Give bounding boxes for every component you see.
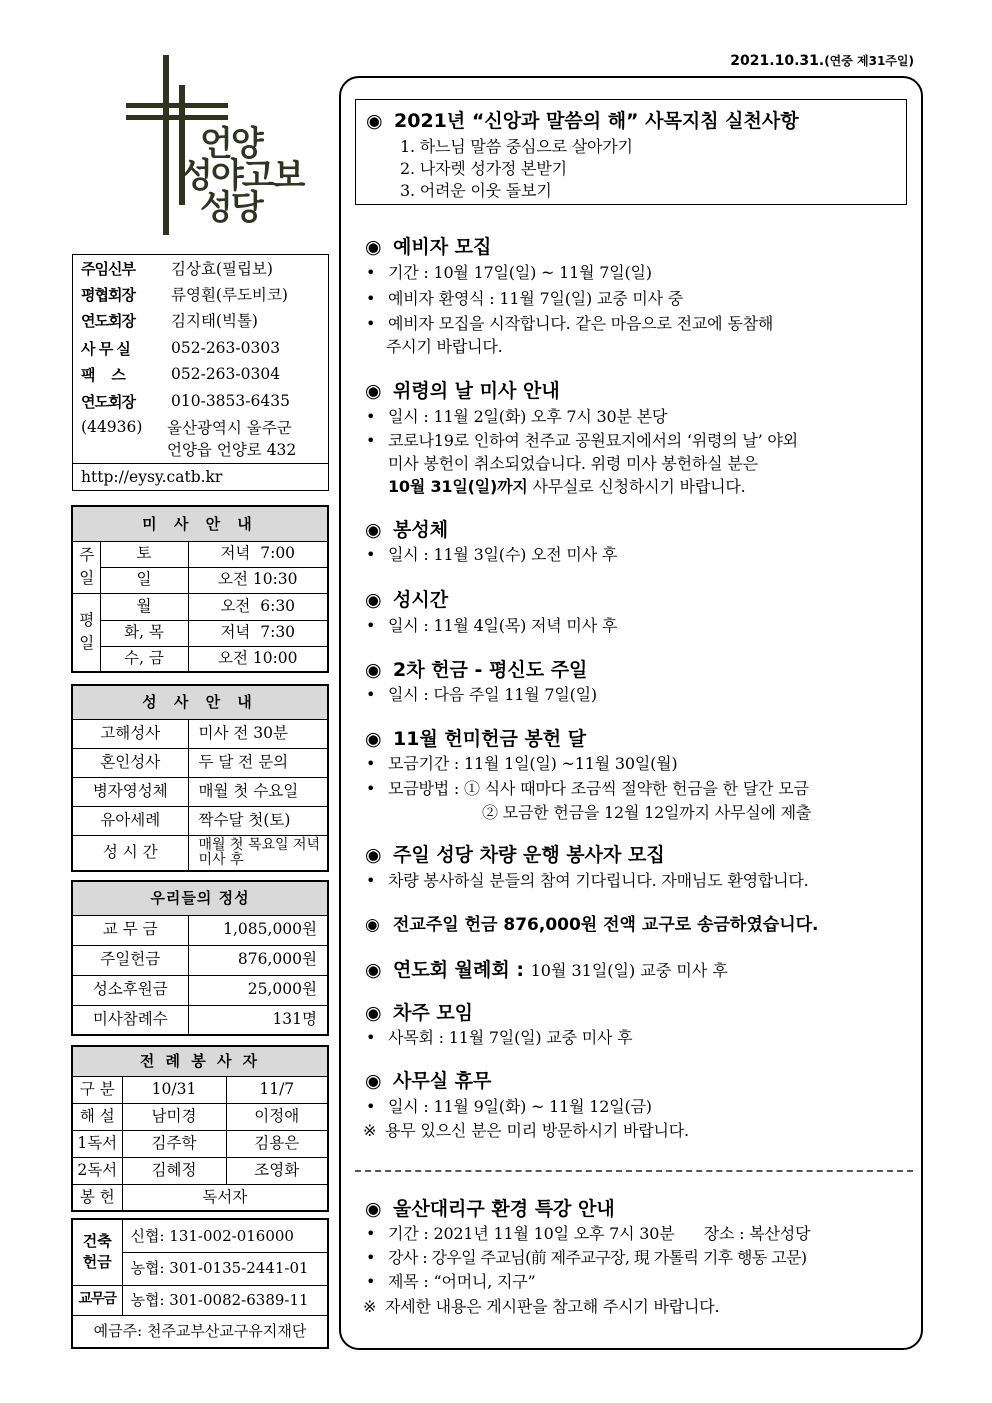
section-line bbox=[366, 751, 677, 774]
sacrament-name: 유아세례 bbox=[72, 806, 188, 835]
server-role: 2독서 bbox=[72, 1157, 122, 1184]
bullet-icon: • bbox=[366, 431, 376, 450]
bullet-icon: • bbox=[366, 407, 376, 426]
bullet-icon: • bbox=[366, 685, 376, 704]
section-divider bbox=[355, 1170, 913, 1172]
line-text: 일시 : 11월 2일(화) 오후 7시 30분 본당 bbox=[388, 407, 668, 426]
info-key: 연도회장 bbox=[81, 392, 135, 411]
server-name: 김주학 bbox=[122, 1130, 226, 1157]
line-text: 일시 : 11월 3일(수) 오전 미사 후 bbox=[388, 545, 618, 564]
sacrament-name: 병자영성체 bbox=[72, 777, 188, 806]
line-text: ② 모금한 헌금을 12월 12일까지 사무실에 제출 bbox=[482, 803, 812, 822]
info-value: 김지태(빅톨) bbox=[171, 312, 258, 330]
section-title bbox=[365, 840, 665, 867]
parish-info-box bbox=[72, 254, 329, 491]
section-mark-icon: ◉ bbox=[366, 110, 383, 132]
mass-schedule-table bbox=[71, 505, 329, 673]
server-name: 남미경 bbox=[122, 1103, 226, 1130]
server-role: 1독서 bbox=[72, 1130, 122, 1157]
line-text: 예비자 환영식 : 11월 7일(일) 교중 미사 중 bbox=[388, 289, 684, 308]
bullet-icon: • bbox=[366, 1028, 376, 1047]
line-text: 강사 : 강우일 주교님(前 제주교구장, 現 가톨릭 기후 행동 고문) bbox=[388, 1248, 807, 1267]
servers-head-label: 구 분 bbox=[72, 1076, 122, 1103]
section-mark-icon: ◉ bbox=[365, 659, 382, 681]
sacrament-info: 두 달 전 문의 bbox=[188, 748, 328, 777]
servers-table bbox=[71, 1045, 329, 1212]
line-text: 용무 있으신 분은 미리 방문하시기 바랍니다. bbox=[385, 1121, 689, 1140]
mass-day: 화, 목 bbox=[100, 620, 188, 646]
line-text: 제목 : “어머니, 지구” bbox=[388, 1272, 536, 1291]
line-text: 모금방법 : ① 식사 때마다 조금씩 절약한 헌금을 한 달간 모금 bbox=[388, 779, 809, 798]
section-mark-icon: ◉ bbox=[365, 519, 382, 541]
line-text: 미사 봉헌이 취소되었습니다. 위령 미사 봉헌하실 분은 bbox=[388, 454, 758, 473]
sacrament-info: 미사 전 30분 bbox=[188, 719, 328, 748]
accounts-table bbox=[71, 1218, 329, 1349]
info-row bbox=[81, 255, 324, 281]
sacrament-info: 짝수달 첫(토) bbox=[188, 806, 328, 835]
parish-logo bbox=[120, 55, 330, 240]
date-text: 2021.10.31. bbox=[730, 53, 825, 69]
section-title-text: 연도회 월례회 : bbox=[393, 959, 524, 981]
section-line bbox=[366, 1094, 652, 1117]
line-text: 일시 : 다음 주일 11월 7일(일) bbox=[388, 685, 597, 704]
section-title bbox=[365, 1066, 491, 1093]
info-value: 052-263-0303 bbox=[171, 339, 281, 357]
deadline-text: 10월 31일(일)까지 bbox=[388, 477, 528, 496]
bullet-icon: • bbox=[366, 263, 376, 282]
mass-day: 일 bbox=[100, 567, 188, 593]
info-key: 주임신부 bbox=[81, 259, 135, 278]
dues-label: 교무금 bbox=[72, 1285, 122, 1315]
section-mark-icon: ◉ bbox=[365, 915, 380, 935]
servers-date: 11/7 bbox=[226, 1076, 328, 1103]
server-name: 조영화 bbox=[226, 1157, 328, 1184]
mass-day: 토 bbox=[100, 541, 188, 567]
info-row bbox=[81, 281, 324, 307]
info-value: 김상효(필립보) bbox=[171, 260, 273, 278]
section-mark-icon: ◉ bbox=[365, 844, 382, 866]
address-line-1: 울산광역시 울주군 bbox=[167, 419, 292, 437]
section-line bbox=[366, 682, 597, 705]
goal-title bbox=[366, 106, 799, 133]
section-line bbox=[366, 542, 617, 565]
section-mark-icon: ◉ bbox=[365, 589, 382, 611]
info-value: 052-263-0304 bbox=[171, 365, 281, 383]
line-text: 예비자 모집을 시작합니다. 같은 마음으로 전교에 동참해 bbox=[388, 314, 774, 333]
info-row bbox=[81, 388, 324, 414]
sacrament-title: 성 사 안 내 bbox=[72, 685, 328, 719]
section-mark-icon: ◉ bbox=[365, 728, 382, 750]
account-number: 농협: 301-0135-2441-01 bbox=[122, 1252, 328, 1285]
offering-amount: 1,085,000원 bbox=[188, 915, 328, 945]
sacrament-name: 고해성사 bbox=[72, 719, 188, 748]
logo-line-3: 성당 bbox=[200, 188, 262, 228]
section-line bbox=[366, 613, 617, 636]
section-line bbox=[363, 1118, 689, 1141]
mass-time: 저녁 7:00 bbox=[188, 541, 328, 567]
line-text: 차량 봉사하실 분들의 참여 기다립니다. 자매님도 환영합니다. bbox=[388, 871, 809, 890]
section-title bbox=[365, 955, 728, 982]
server-name: 독서자 bbox=[122, 1184, 328, 1211]
section-title bbox=[365, 585, 448, 612]
bullet-icon: • bbox=[366, 545, 376, 564]
server-name: 김용은 bbox=[226, 1130, 328, 1157]
section-title-text: 울산대리구 환경 특강 안내 bbox=[393, 1198, 615, 1220]
logo-line-2: 성야고보 bbox=[180, 156, 304, 196]
website-url[interactable]: http://eysy.catb.kr bbox=[81, 468, 223, 486]
goal-item: 3. 어려운 이웃 돌보기 bbox=[400, 181, 552, 200]
offering-name: 성소후원금 bbox=[72, 975, 188, 1005]
pastoral-goal-box bbox=[355, 99, 907, 205]
section-line bbox=[366, 260, 652, 283]
goal-item: 2. 나자렛 성가정 본받기 bbox=[400, 159, 567, 178]
section-line bbox=[366, 428, 798, 451]
mass-time: 오전 10:00 bbox=[188, 646, 328, 672]
weekday-label: 평일 bbox=[72, 593, 100, 672]
bullet-icon: • bbox=[366, 314, 376, 333]
mass-day: 수, 금 bbox=[100, 646, 188, 672]
section-mark-icon: ◉ bbox=[365, 380, 382, 402]
issue-date bbox=[730, 52, 914, 69]
section-mark-icon: ◉ bbox=[365, 959, 382, 981]
bullet-icon: • bbox=[366, 616, 376, 635]
bullet-icon: • bbox=[366, 289, 376, 308]
line-text: 일시 : 11월 9일(화) ~ 11월 12일(금) bbox=[388, 1097, 652, 1116]
info-row bbox=[81, 307, 324, 333]
section-title bbox=[365, 998, 473, 1025]
info-value: 010-3853-6435 bbox=[171, 392, 290, 410]
section-line bbox=[366, 776, 809, 799]
account-number: 농협: 301-0082-6389-11 bbox=[122, 1285, 328, 1315]
line-text: 사무실로 신청하시기 바랍니다. bbox=[527, 477, 746, 496]
servers-date: 10/31 bbox=[122, 1076, 226, 1103]
sacrament-table bbox=[71, 684, 329, 872]
bullet-icon: • bbox=[366, 779, 376, 798]
bullet-icon: • bbox=[366, 871, 376, 890]
section-title-text: 11월 헌미헌금 봉헌 달 bbox=[393, 728, 587, 750]
section-title-text: 전교주일 헌금 876,000원 전액 교구로 송금하였습니다. bbox=[393, 915, 819, 935]
mass-title: 미 사 안 내 bbox=[72, 506, 328, 541]
info-value: 류영훤(루도비코) bbox=[171, 286, 288, 304]
sacrament-info: 매월 첫 목요일 저녁미사 후 bbox=[188, 835, 328, 871]
bullet-icon: • bbox=[366, 1224, 376, 1243]
mass-time: 저녁 7:30 bbox=[188, 620, 328, 646]
logo-line-1: 언양 bbox=[200, 124, 262, 164]
section-mark-icon: ◉ bbox=[365, 1198, 382, 1220]
section-line bbox=[363, 1294, 719, 1317]
info-key: 팩 스 bbox=[81, 365, 125, 384]
note-icon: ※ bbox=[363, 1297, 377, 1316]
offering-amount: 876,000원 bbox=[188, 945, 328, 975]
line-text: 일시 : 11월 4일(목) 저녁 미사 후 bbox=[388, 616, 618, 635]
line-text: 코로나19로 인하여 천주교 공원묘지에서의 ‘위령의 날’ 야외 bbox=[388, 431, 798, 450]
section-title-text: 차주 모임 bbox=[393, 1002, 474, 1024]
section-title bbox=[365, 910, 819, 935]
liturgical-week: (연중 제31주일) bbox=[824, 54, 914, 68]
info-row bbox=[81, 361, 324, 387]
offering-title: 우리들의 정성 bbox=[72, 881, 328, 915]
mass-time: 오전 10:30 bbox=[188, 567, 328, 593]
offering-amount: 25,000원 bbox=[188, 975, 328, 1005]
note-icon: ※ bbox=[363, 1121, 377, 1140]
offering-amount: 131명 bbox=[188, 1005, 328, 1035]
section-title-text: 사무실 휴무 bbox=[393, 1070, 492, 1092]
section-title-text: 주일 성당 차량 운행 봉사자 모집 bbox=[393, 844, 665, 866]
section-line bbox=[366, 1245, 807, 1268]
goal-title-text: 2021년 “신앙과 말씀의 해” 사목지침 실천사항 bbox=[394, 110, 799, 132]
bullet-icon: • bbox=[366, 1272, 376, 1291]
section-line bbox=[366, 1269, 536, 1292]
section-title-text: 2차 헌금 - 평신도 주일 bbox=[393, 659, 588, 681]
sacrament-name: 혼인성사 bbox=[72, 748, 188, 777]
server-role: 봉 헌 bbox=[72, 1184, 122, 1211]
servers-title: 전 례 봉 사 자 bbox=[72, 1046, 328, 1076]
goal-item: 1. 하느님 말씀 중심으로 살아가기 bbox=[400, 137, 633, 156]
sacrament-info: 매월 첫 수요일 bbox=[188, 777, 328, 806]
account-holder: 예금주: 천주교부산교구유지재단 bbox=[72, 1315, 328, 1348]
sacrament-name: 성 시 간 bbox=[72, 835, 188, 871]
section-line bbox=[366, 1025, 632, 1048]
offering-name: 미사참례수 bbox=[72, 1005, 188, 1035]
info-row bbox=[81, 335, 324, 361]
line-text: 자세한 내용은 게시판을 참고해 주시기 바랍니다. bbox=[385, 1297, 720, 1316]
section-line bbox=[366, 868, 809, 891]
bullet-icon: • bbox=[366, 1097, 376, 1116]
bullet-icon: • bbox=[366, 754, 376, 773]
server-role: 해 설 bbox=[72, 1103, 122, 1130]
account-number: 신협: 131-002-016000 bbox=[122, 1219, 328, 1252]
address-line-2: 언양읍 언양로 432 bbox=[167, 441, 297, 459]
section-title bbox=[365, 655, 587, 682]
line-text: 기간 : 2021년 11월 10일 오후 7시 30분 장소 : 복산성당 bbox=[388, 1224, 811, 1243]
section-title-text: 성시간 bbox=[393, 589, 449, 611]
bullet-icon: • bbox=[366, 1248, 375, 1267]
sunday-label: 주일 bbox=[72, 541, 100, 593]
section-line bbox=[366, 311, 773, 334]
mass-day: 월 bbox=[100, 593, 188, 620]
offering-name: 교 무 금 bbox=[72, 915, 188, 945]
section-line bbox=[366, 404, 667, 427]
server-name: 김혜정 bbox=[122, 1157, 226, 1184]
address-row bbox=[81, 436, 324, 462]
offering-table bbox=[71, 880, 329, 1036]
section-title bbox=[365, 232, 491, 259]
section-title bbox=[365, 376, 560, 403]
info-key: 평협회장 bbox=[81, 285, 135, 304]
section-line bbox=[366, 1221, 810, 1244]
section-line bbox=[366, 286, 683, 309]
section-mark-icon: ◉ bbox=[365, 236, 382, 258]
line-text: 사목회 : 11월 7일(일) 교중 미사 후 bbox=[388, 1028, 633, 1047]
server-name: 이정애 bbox=[226, 1103, 328, 1130]
building-fund-label: 건축헌금 bbox=[72, 1219, 122, 1285]
line-text: 주시기 바랍니다. bbox=[386, 337, 503, 356]
section-line bbox=[388, 474, 745, 497]
zip-code: (44936) bbox=[81, 418, 143, 436]
info-key: 연도회장 bbox=[81, 311, 135, 330]
section-title bbox=[365, 1194, 615, 1221]
section-title bbox=[365, 724, 586, 751]
line-text: 기간 : 10월 17일(일) ~ 11월 7일(일) bbox=[388, 263, 652, 282]
website-link[interactable] bbox=[81, 464, 324, 490]
section-mark-icon: ◉ bbox=[365, 1070, 382, 1092]
info-key: 사 무 실 bbox=[81, 339, 130, 358]
section-title-text: 봉성체 bbox=[393, 519, 449, 541]
section-title bbox=[365, 515, 448, 542]
offering-name: 주일헌금 bbox=[72, 945, 188, 975]
section-title-text: 예비자 모집 bbox=[393, 236, 492, 258]
line-text: 모금기간 : 11월 1일(일) ~11월 30일(월) bbox=[388, 754, 678, 773]
mass-time: 오전 6:30 bbox=[188, 593, 328, 620]
line-text: 10월 31일(일) 교중 미사 후 bbox=[530, 961, 728, 980]
section-mark-icon: ◉ bbox=[365, 1002, 382, 1024]
section-title-text: 위령의 날 미사 안내 bbox=[393, 380, 560, 402]
